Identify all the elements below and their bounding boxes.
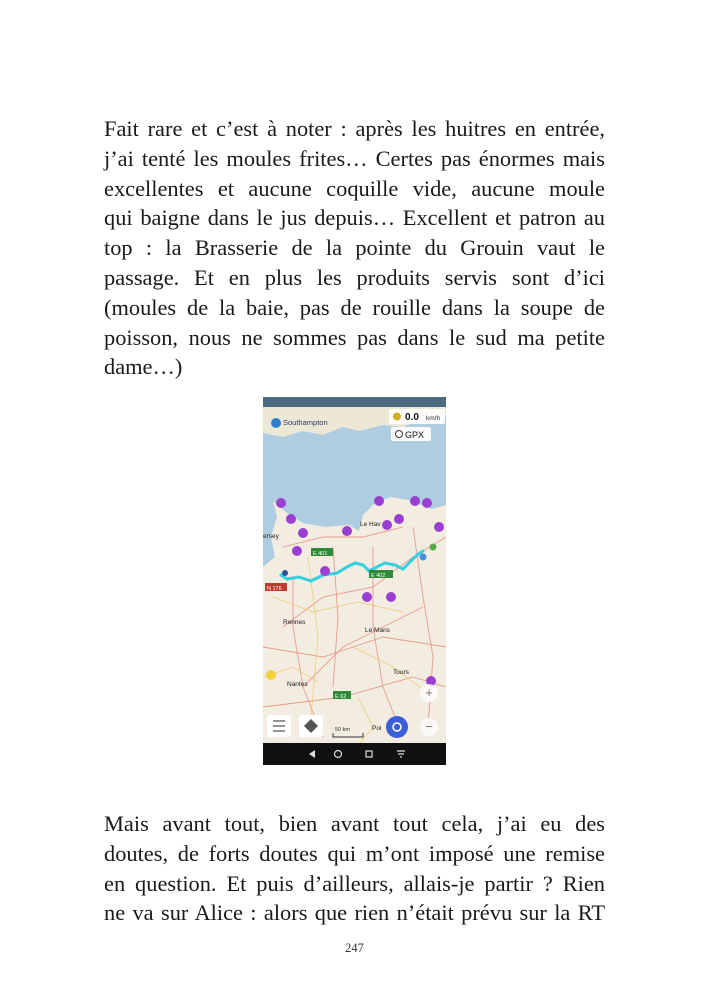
map-app-screenshot [263, 397, 446, 765]
place-label-tours: Tours [393, 669, 409, 676]
text-line: ne va sur Alice : alors que rien n’était prévu sur la RT [104, 900, 605, 926]
place-label-le-havre: Le Hav [360, 521, 381, 528]
text-line: passage. Et en plus les produits servis sont d’ici [104, 264, 605, 290]
text-line: Mais avant tout, bien avant tout cela, j’ai eu des [104, 811, 605, 836]
road-label-e62: E 62 [335, 694, 347, 700]
text-line: excellentes et aucune coquille vide, aucune moule [104, 175, 605, 201]
road-label-n176: N 176 [267, 586, 282, 592]
road-label-e401: E 401 [313, 551, 328, 557]
speed-icon [393, 413, 401, 421]
svg-text:−: − [425, 719, 433, 734]
place-label-rennes: Rennes [283, 619, 306, 626]
road-label-e402: E 402 [371, 573, 386, 579]
android-nav-bar [263, 743, 446, 765]
my-location-button [386, 716, 408, 738]
svg-text:+: + [425, 685, 433, 700]
text-line: en question. Et puis d’ailleurs, allais-je partir ? Rien [104, 870, 605, 896]
text-line: j’ai tenté les moules frites… Certes pas énormes mais [104, 145, 605, 171]
paragraph-restaurant [104, 114, 605, 382]
place-label-nantes: Nantes [287, 681, 308, 688]
place-label-southampton: Southampton [283, 418, 328, 427]
text-line: dame…) [104, 354, 183, 380]
place-label-poitiers: Poi [372, 725, 382, 732]
location-badge-icon [271, 418, 281, 428]
text-line: qui baigne dans le jus depuis… Excellent et patron au [104, 205, 605, 231]
text-line: top : la Brasserie de la pointe du Grouin vaut le [104, 235, 605, 261]
scale-label: 50 km [335, 727, 350, 733]
text-line: Fait rare et c’est à noter : après les huitres en entrée, [104, 116, 605, 141]
status-bar [263, 397, 446, 407]
map-view [263, 397, 446, 765]
gpx-label: GPX [405, 430, 425, 440]
place-label-le-mans: Le Mans [365, 627, 390, 634]
text-line: doutes, de forts doutes qui m’ont imposé une remise [104, 840, 605, 866]
paragraph-doubts [104, 809, 605, 928]
text-line: poisson, nous ne sommes pas dans le sud ma petite [104, 324, 605, 350]
text-line: (moules de la baie, pas de rouille dans la soupe de [104, 294, 605, 320]
place-label-jersey: ersey [263, 533, 279, 540]
page-number: 247 [345, 941, 364, 955]
speed-value: 0.0 [405, 412, 419, 423]
speed-unit: km/h [426, 415, 441, 422]
